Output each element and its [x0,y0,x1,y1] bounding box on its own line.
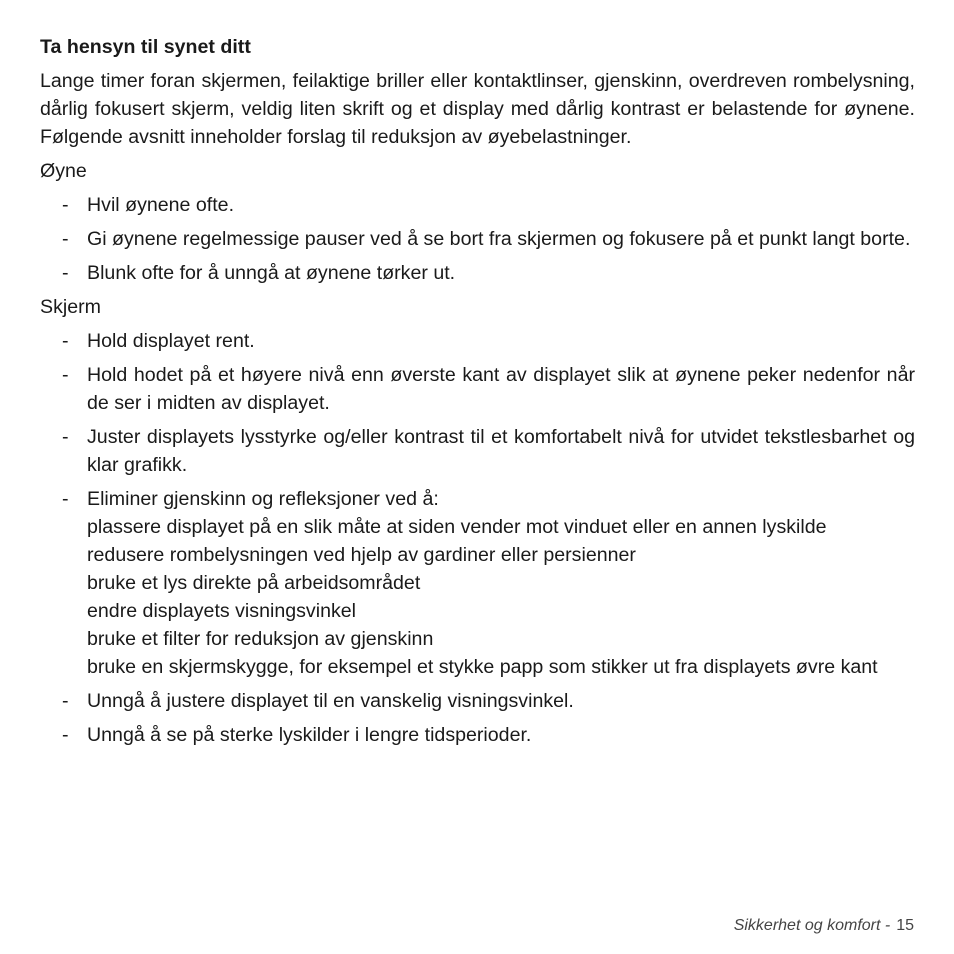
page-footer [734,917,914,935]
dash-bullet: - [62,330,69,352]
glare-list-item [40,485,915,681]
screen-subheading: Skjerm [40,296,101,318]
dash-bullet: - [62,488,69,510]
list-item: - Hvil øynene ofte. [40,191,915,219]
screen-list [40,327,915,749]
dash-bullet: - [62,262,69,284]
page-number: 15 [896,917,914,934]
dash-bullet: - [62,228,69,250]
list-item: - Hold displayet rent. [40,327,915,355]
glare-option: plassere displayet på en slik måte at siden vender mot vinduet eller en annen lyskilde [87,516,827,538]
glare-option: bruke et lys direkte på arbeidsområdet [87,572,421,594]
glare-option: endre displayets visningsvinkel [87,600,357,622]
glare-option: bruke et filter for reduksjon av gjenskinn [87,628,434,650]
list-item: - Juster displayets lysstyrke og/eller kontrast til et komfortabelt nivå for utvidet tekstlesbarhet og klar grafikk. [40,423,915,479]
dash-bullet: - [62,364,69,386]
list-item: - Unngå å se på sterke lyskilder i lengre tidsperioder. [40,721,915,749]
list-item: - Hold hodet på et høyere nivå enn øverste kant av displayet slik at øynene peker nedenfor når de ser i midten av displayet. [40,361,915,417]
footer-section-title: Sikkerhet og komfort - [733,917,891,934]
intro-paragraph: Lange timer foran skjermen, feilaktige briller eller kontaktlinser, gjenskinn, overdreven rombelysning, dårlig fokusert skjerm, veldig liten skrift og et display med dårlig kontrast er belastende for øynene. Følgende avsnitt inneholder forslag til reduksjon av øyebelastninger. [40,70,915,148]
list-item: - Unngå å justere displayet til en vanskelig visningsvinkel. [40,687,915,715]
eyes-subheading: Øyne [40,160,87,182]
glare-intro: Eliminer gjenskinn og refleksjoner ved å: [87,488,439,510]
list-item: - Blunk ofte for å unngå at øynene tørker ut. [40,259,915,287]
dash-bullet: - [62,690,69,712]
glare-option: redusere rombelysningen ved hjelp av gardiner eller persienner [87,544,636,566]
list-item: - Gi øynene regelmessige pauser ved å se bort fra skjermen og fokusere på et punkt langt borte. [40,225,915,253]
dash-bullet: - [62,426,69,448]
section-heading: Ta hensyn til synet ditt [40,36,251,58]
dash-bullet: - [62,194,69,216]
eyes-list [40,191,915,287]
document-page [40,33,915,755]
dash-bullet: - [62,724,69,746]
glare-option: bruke en skjermskygge, for eksempel et stykke papp som stikker ut fra displayets øvre kant [87,656,878,678]
